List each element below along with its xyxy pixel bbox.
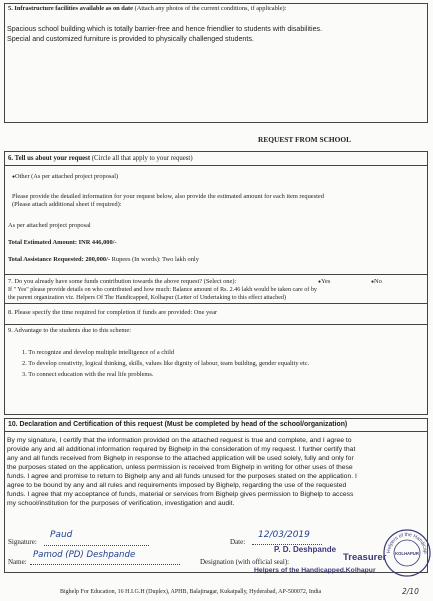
section-9-heading: 9. Advantage to the students due to this scheme:	[8, 327, 131, 334]
declaration-line-2: provide any and all additional information required by Bighelp in the consideration of my request. I further certify that	[7, 446, 356, 453]
divider-9	[4, 324, 428, 325]
signature-line	[44, 545, 149, 546]
stamp-org: Helpers of the Handicapped,Kolhapur	[254, 567, 376, 574]
request-option-other: ●Other (As per attached project proposal)	[12, 173, 119, 180]
section-7-details-line1: If " Yes" please provide details on who contributed and how much: Balance amount of Rs. 2.46 lakh would be taken care of by	[8, 287, 317, 293]
official-seal	[382, 528, 432, 578]
seal-ring-text: Helpers of the Handicap	[385, 531, 429, 554]
section-5-text-line1: Spacious school building which is totally barrier-free and hence friendlier to students with disabilities.	[7, 25, 323, 33]
section-5-text-line2: Special and customized furniture is provided to physically challenged students.	[7, 35, 254, 43]
option-bullet-icon: ●	[12, 175, 16, 180]
divider-8	[4, 303, 428, 304]
yes-bullet-icon: ●	[318, 280, 322, 285]
name-handwriting: Pamod (PD) Deshpande	[33, 550, 136, 560]
declaration-line-4: the purposes stated on the application, unless permission is received from Bighelp in writing for other uses of these	[7, 464, 353, 471]
footer-address: Bighelp For Education, 16 H.I.G.H (Duplex), APHB, Balajinagar, Kukatpally, Hyderabad, AP-500072, India	[60, 589, 322, 595]
section-6-heading: 6. Tell us about your request (Circle all that apply to your request)	[8, 155, 193, 162]
no-bullet-icon: ●	[371, 280, 375, 285]
option-no: ●No	[371, 278, 382, 285]
stamp-role: Treasurer	[343, 552, 387, 563]
section-6-instruction-2: (Please attach additional sheet if required):	[12, 201, 122, 208]
date-label: Date:	[230, 538, 246, 546]
name-line	[30, 564, 180, 565]
request-title: REQUEST FROM SCHOOL	[258, 135, 352, 144]
advantage-item-3: 3. To connect education with the real life problems.	[22, 371, 154, 378]
stamp-name: P. D. Deshpande	[274, 545, 337, 554]
section-5-box	[4, 3, 428, 123]
declaration-line-3: any and all funds received from Bighelp in response to the attached application will be used solely, fully and only for	[7, 455, 354, 462]
declaration-line-5: funds. I agree and promise to return to Bighelp any and all funds unused for the purposes stated on the application. I	[7, 473, 357, 480]
option-yes: ●Yes	[318, 278, 331, 285]
section-7-question: 7. Do you already have some funds contribution towards the above request? (Select one):	[8, 278, 237, 285]
designation-label: Designation (with official seal):	[200, 558, 290, 566]
section-7-details-line2: the parent organization viz. Helpers Of The Handicapped, Kolhapur (Letter of Undertaking to this effect attached)	[8, 295, 287, 301]
divider-6	[4, 165, 428, 166]
signature-handwriting: Paud	[50, 530, 73, 540]
seal-center-text: KOLHAPUR	[395, 551, 419, 556]
advantage-item-2: 2. To develop creativity, logical thinking, skills, values like dignity of labour, team building, gender equality etc.	[22, 360, 310, 367]
section-6-instruction-1: Please provide the detailed information for your request below, also provide the estimated amount for each item requested	[12, 193, 324, 200]
declaration-line-1: By my signature, I certify that the information provided on the attached request is true and complete, and I agree to	[7, 437, 352, 444]
divider-10	[4, 431, 428, 432]
divider-7	[4, 274, 428, 275]
name-label: Name:	[8, 558, 27, 566]
page-number: 2/10	[402, 587, 419, 596]
section-5-heading: 5. Infrastructure facilities available as on date (Attach any photos of the current conditions, if applicable):	[8, 5, 287, 12]
advantage-item-1: 1. To recognize and develop multiple intelligence of a child	[22, 349, 175, 356]
section-8-text: 8. Please specify the time required for completion if funds are provided: One year	[8, 309, 218, 316]
proposal-note: As per attached project proposal	[8, 222, 91, 229]
total-estimated-amount: Total Estimated Amount: INR 446,000/-	[8, 239, 117, 246]
declaration-line-8: my school/institution for the purposes of verification, investigation and audit.	[7, 500, 235, 507]
signature-label: Signature:	[8, 538, 37, 546]
date-handwriting: 12/03/2019	[258, 530, 310, 540]
declaration-line-6: agree to be bound by any and all rules and requirements imposed by Bighelp, regarding the use of the requested	[7, 482, 347, 489]
declaration-line-7: funds. I agree that my acceptance of funds, material or services from Bighelp gives permission to Bighelp to access	[7, 491, 354, 498]
section-10-heading: 10. Declaration and Certification of this request (Must be completed by head of the school/organization)	[8, 421, 348, 428]
total-assistance-requested: Total Assistance Requested: 200,000/- Rupees (In words): Two lakh only	[8, 256, 199, 263]
